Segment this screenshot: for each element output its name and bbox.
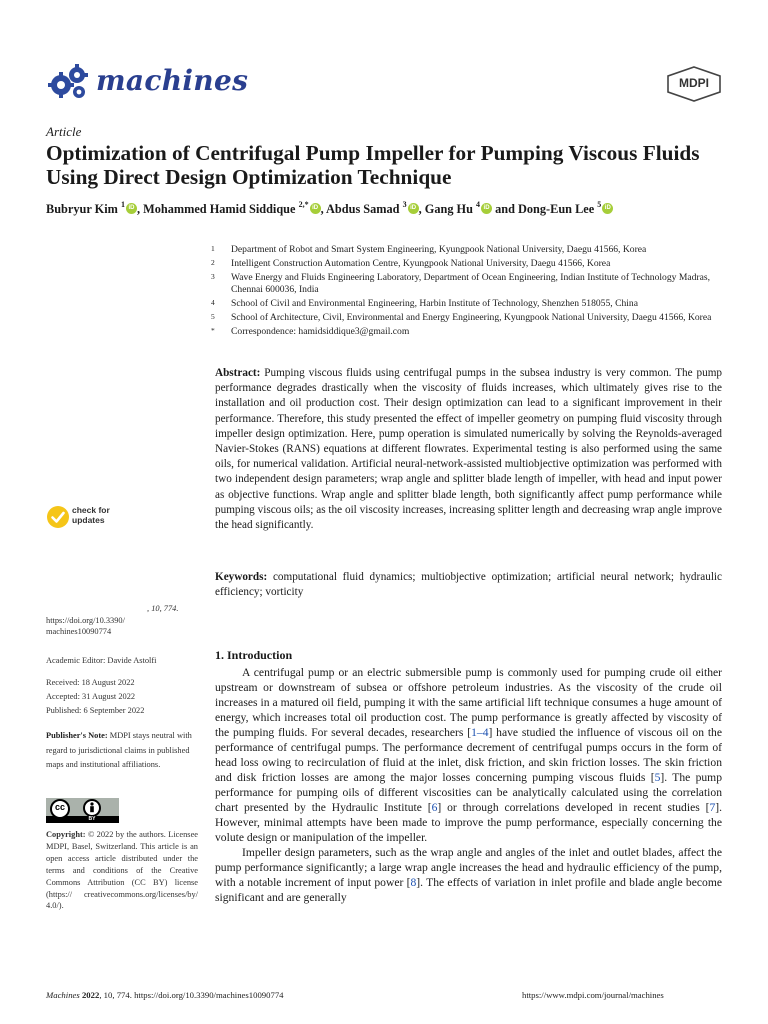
author-affiliation-mark: 2,* — [298, 200, 309, 209]
author-separator: , — [136, 202, 144, 216]
affiliation-text: School of Civil and Environmental Engineering, Harbin Institute of Technology, Shenzhen 518055, China — [231, 298, 638, 309]
footer-journal-url[interactable]: https://www.mdpi.com/journal/machines — [522, 990, 664, 1000]
orcid-icon[interactable] — [408, 203, 419, 214]
citation-doi-2[interactable]: machines10090774 — [46, 627, 112, 636]
cc-by-license-badge[interactable] — [46, 798, 119, 823]
keywords — [215, 570, 722, 600]
paragraph: A centrifugal pump or an electric submersible pump is commonly used for pumping crude oil either upstream or downstream of subsea or offshore petroleum industries. As the viscosity of the crude oil increases in a matured oil field, pumping it with the same artificial lift technique consumes a huge amount of energy, which increases total oil production cost. The pump performance is greatly affected by viscosity of the pumping fluids. For several decades, researchers [1–4] have studied the influence of viscous oil on the performance of centrifugal pumps. The performance decrement of centrifugal pumps occurs in the form of head loss owing to recirculation of fluid at the inlet, disk friction, and skin friction losses. The skin friction and disk friction losses are among the major losses concerning pumping viscous fluids [5]. The pump performance for pumping oils of different viscosities can be analytically calculated using the correlation chart presented by the Hydraulic Institute [6] or through correlations developed in recent studies [7]. However, minimal attempts have been made to improve the pump performance, especially concerning the volute design or manipulation of the impeller. — [215, 666, 723, 844]
affiliation-item — [211, 312, 727, 324]
publisher-note-text: MDPI stays neutral with regard to jurisdictional claims in published maps and institutional affiliations. — [46, 731, 192, 769]
footer-doi[interactable]: , 10, 774. https://doi.org/10.3390/machines10090774 — [99, 990, 284, 1000]
keywords-text: computational fluid dynamics; multiobjective optimization; artificial neural network; hydraulic efficiency; vorticity — [215, 571, 722, 599]
article-type: Article — [46, 124, 82, 139]
check-updates-label: check for updates — [72, 505, 110, 525]
paragraph: Impeller design parameters, such as the wrap angle and angles of the inlet and outlet blades, affect the pump performance significantly; a large wrap angle increases the head and hydraulic efficiency of the pump, with a notable increment of input power [8]. The effects of variation in inlet profile and blade angle become significant and are generally — [215, 846, 722, 904]
affiliation-number: 2 — [211, 258, 215, 267]
affiliation-text: Correspondence: hamidsiddique3@gmail.com — [231, 326, 410, 337]
publisher-note — [46, 729, 198, 773]
author-name[interactable]: Mohammed Hamid Siddique — [143, 202, 296, 216]
abstract-label: Abstract: — [215, 367, 261, 379]
section-heading-introduction: 1. Introduction — [215, 648, 293, 662]
author-name[interactable]: Abdus Samad — [326, 202, 400, 216]
author-affiliation-mark: 1 — [120, 200, 125, 209]
citation-link[interactable]: 8 — [410, 876, 417, 889]
affiliation-text: School of Architecture, Civil, Environmental and Energy Engineering, Kyungpook National University, Daegu 41566, Korea — [231, 312, 712, 323]
cc-icon-text: cc — [54, 802, 65, 812]
author-separator: , — [320, 202, 327, 216]
keywords-label: Keywords: — [215, 571, 268, 583]
affiliation-number: 3 — [211, 272, 215, 281]
date-published: Published: 6 September 2022 — [46, 706, 145, 715]
orcid-icon[interactable] — [481, 203, 492, 214]
mdpi-logo[interactable] — [666, 66, 722, 102]
citation-block — [46, 603, 201, 638]
orcid-icon[interactable] — [126, 203, 137, 214]
author-affiliation-mark: 5 — [597, 200, 602, 209]
journal-name[interactable]: machines — [96, 64, 249, 97]
citation-link[interactable]: 7 — [709, 801, 716, 814]
affiliation-number: * — [211, 326, 215, 335]
author-list — [46, 202, 746, 217]
author-name[interactable]: Bubryur Kim — [46, 202, 118, 216]
publisher-note-label: Publisher's Note: — [46, 731, 108, 740]
author-separator: , — [418, 202, 425, 216]
author-separator: and — [492, 202, 519, 216]
author-name[interactable]: Dong-Eun Lee — [518, 202, 595, 216]
copyright-label: Copyright: — [46, 830, 86, 839]
citation-volume: , 10, 774. — [147, 604, 179, 613]
citation-link[interactable]: 1–4 — [471, 726, 489, 739]
author-name[interactable]: Gang Hu — [424, 202, 473, 216]
footer-year: 2022 — [81, 990, 100, 1000]
introduction-body — [215, 665, 722, 905]
footer-journal: Machines — [46, 990, 80, 1000]
author-affiliation-mark: 3 — [402, 200, 407, 209]
affiliation-text: Department of Robot and Smart System Engineering, Kyungpook National University, Daegu 41566, Korea — [231, 244, 647, 255]
date-accepted: Accepted: 31 August 2022 — [46, 692, 136, 701]
affiliation-number: 5 — [211, 312, 215, 321]
academic-editor: Academic Editor: Davide Astolfi — [46, 656, 157, 665]
affiliation-item — [211, 326, 727, 338]
affiliations — [211, 244, 727, 340]
article-title: Optimization of Centrifugal Pump Impeller for Pumping Viscous Fluids Using Direct Design Optimization Technique — [46, 141, 700, 189]
orcid-icon[interactable] — [602, 203, 613, 214]
by-icon-label: BY — [88, 816, 96, 822]
affiliation-number: 1 — [211, 244, 215, 253]
author-affiliation-mark: 4 — [476, 200, 481, 209]
copyright-text: © 2022 by the authors. Licensee MDPI, Basel, Switzerland. This article is an open access article distributed under the terms and conditions of the Creative Commons Attribution (CC BY) license (https:// creativecommons.org/licenses/by/ 4.0/). — [46, 830, 198, 911]
copyright-notice — [46, 829, 198, 912]
citation-link[interactable]: 5 — [654, 771, 661, 784]
mdpi-logo-text: MDPI — [679, 76, 709, 90]
affiliation-text: Wave Energy and Fluids Engineering Laboratory, Department of Ocean Engineering, Indian Institute of Technology Madras, Chennai 600036, India — [231, 272, 710, 295]
abstract-text: Pumping viscous fluids using centrifugal pumps in the subsea industry is very common. The pump performance degrades drastically when the viscosity of fluids increases, which ultimately gives rise to the installation and oil production cost. Their design optimization can lead to a significant improvement in their performance. Therefore, this study presented the effect of impeller geometry on pumping fluid viscosity through impeller design optimization. Here, pump operation is simulated numerically by solving the Reynolds-averaged Navier-Stokes (RANS) equations at different flowrates. Experimental testing is also performed using the same oils, for numerical validation. Artificial neural-network-assisted multiobjective optimization was performed with two independent design parameters; wrap angle and splitter blade length of impeller, with head and input power as objective functions. Wrap angle and splitter blade length, both significantly affect pump performance while pumping viscous oils; as the oil viscosity increases, increasing splitter length and decreasing wrap angle improve the head significantly. — [215, 367, 722, 532]
affiliation-item — [211, 244, 727, 256]
citation-link[interactable]: 6 — [431, 801, 438, 814]
affiliation-text: Intelligent Construction Automation Centre, Kyungpook National University, Daegu 41566, Korea — [231, 258, 611, 269]
check-updates-icon — [46, 505, 70, 529]
orcid-icon[interactable] — [310, 203, 321, 214]
abstract — [215, 366, 722, 533]
date-received: Received: 18 August 2022 — [46, 678, 135, 687]
affiliation-item — [211, 272, 727, 296]
journal-logo-icon — [46, 58, 90, 102]
footer-citation — [46, 990, 284, 1000]
affiliation-item — [211, 298, 727, 310]
dates-block — [46, 677, 201, 717]
citation-doi-1[interactable]: https://doi.org/10.3390/ — [46, 615, 125, 625]
affiliation-number: 4 — [211, 298, 215, 307]
affiliation-item — [211, 258, 727, 270]
